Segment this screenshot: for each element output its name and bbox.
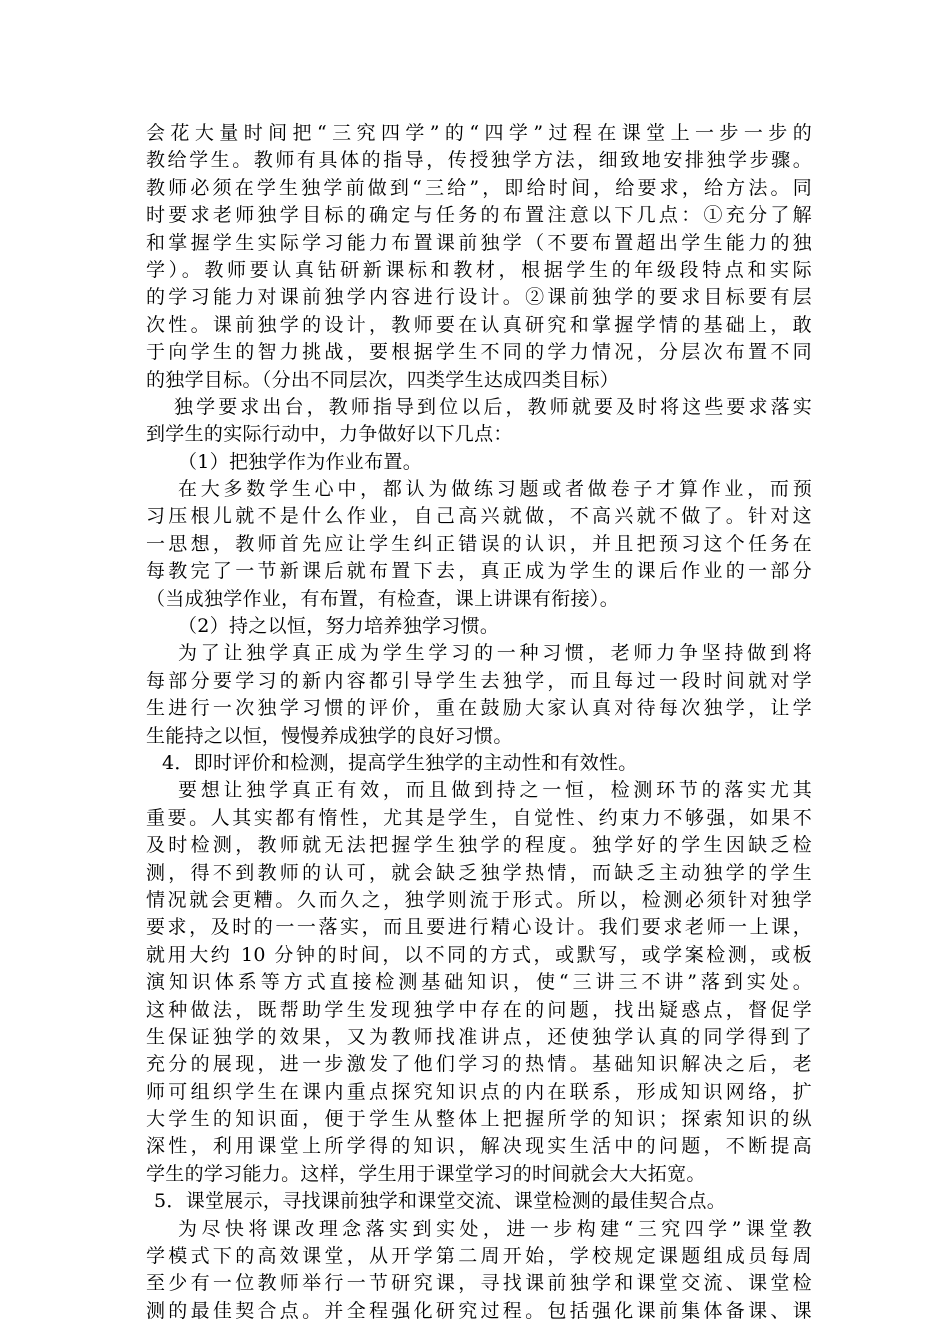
text-line: 至少有一位教师举行一节研究课，寻找课前独学和课堂交流、课堂检: [146, 1272, 812, 1295]
text-line: 生能持之以恒，慢慢养成独学的良好习惯。: [146, 724, 513, 747]
text-line: 每教完了一节新课后就布置下去，真正成为学生的课后作业的一部分: [146, 560, 812, 583]
text-line: 大学生的知识面，便于学生从整体上把握所学的知识；探索知识的纵: [146, 1108, 812, 1131]
text-line: 独学要求出台，教师指导到位以后，教师就要及时将这些要求落实: [174, 395, 812, 418]
text-line: 的学习能力对课前独学内容进行设计。②课前独学的要求目标要有层: [146, 286, 812, 309]
text-line: 演知识体系等方式直接检测基础知识，使“三讲三不讲”落到实处。: [146, 971, 812, 994]
text-line: 学生的学习能力。这样，学生用于课堂学习的时间就会大大拓宽。: [146, 1162, 706, 1185]
text-line: 在大多数学生心中，都认为做练习题或者做卷子才算作业，而预: [178, 478, 812, 501]
text-line: 次性。课前独学的设计，教师要在认真研究和掌握学情的基础上，敢: [146, 313, 812, 336]
text-line: 测，得不到教师的认可，就会缺乏独学热情，而缺乏主动独学的学生: [146, 861, 812, 884]
text-line: 5．课堂展示，寻找课前独学和课堂交流、课堂检测的最佳契合点。: [154, 1190, 727, 1213]
text-line: 学模式下的高效课堂，从开学第二周开始，学校规定课题组成员每周: [146, 1245, 812, 1268]
text-line: 4．即时评价和检测，提高学生独学的主动性和有效性。: [162, 751, 638, 774]
text-line: 深性，利用课堂上所学得的知识，解决现实生活中的问题，不断提高: [146, 1135, 812, 1158]
text-line: 要想让独学真正有效，而且做到持之一恒，检测环节的落实尤其: [178, 779, 812, 802]
text-line: 一思想，教师首先应让学生纠正错误的认识，并且把预习这个任务在: [146, 532, 812, 555]
text-line: 这种做法，既帮助学生发现独学中存在的问题，找出疑惑点，督促学: [146, 998, 812, 1021]
text-line: 就用大约 10 分钟的时间，以不同的方式，或默写，或学案检测，或板: [146, 943, 812, 966]
text-line: 生保证独学的效果，又为教师找准讲点，还使独学认真的同学得到了: [146, 1025, 812, 1048]
text-line: 和掌握学生实际学习能力布置课前独学（不要布置超出学生能力的独: [146, 231, 812, 254]
text-line: 重要。人其实都有惰性，尤其是学生，自觉性、约束力不够强，如果不: [146, 806, 812, 829]
text-line: 要求，及时的一一落实，而且要进行精心设计。我们要求老师一上课，: [146, 916, 812, 939]
text-line: 师可组织学生在课内重点探究知识点的内在联系，形成知识网络，扩: [146, 1080, 812, 1103]
text-line: 测的最佳契合点。并全程强化研究过程。包括强化课前集体备课、课: [146, 1299, 812, 1322]
text-line: 充分的展现，进一步激发了他们学习的热情。基础知识解决之后，老: [146, 1053, 812, 1076]
text-line: 习压根儿就不是什么作业，自己高兴就做，不高兴就不做了。针对这: [146, 505, 812, 528]
text-line: 为尽快将课改理念落实到实处，进一步构建“三究四学”课堂教: [178, 1217, 812, 1240]
text-line: 教给学生。教师有具体的指导，传授独学方法，细致地安排独学步骤。: [146, 149, 812, 172]
text-line: 为了让独学真正成为学生学习的一种习惯，老师力争坚持做到将: [178, 642, 812, 665]
text-line: 时要求老师独学目标的确定与任务的布置注意以下几点：①充分了解: [146, 204, 812, 227]
text-line: 到学生的实际行动中，力争做好以下几点：: [146, 423, 513, 446]
text-line: （1）把独学作为作业布置。: [178, 450, 422, 473]
text-line: 的独学目标。（分出不同层次，四类学生达成四类目标）: [146, 368, 620, 391]
text-line: 情况就会更糟。久而久之，独学则流于形式。所以，检测必须针对独学: [146, 888, 812, 911]
text-line: 生进行一次独学习惯的评价，重在鼓励大家认真对待每次独学，让学: [146, 697, 812, 720]
text-line: （当成独学作业，有布置，有检查，课上讲课有衔接）。: [146, 587, 620, 610]
text-line: 及时检测，教师就无法把握学生独学的程度。独学好的学生因缺乏检: [146, 834, 812, 857]
text-line: 于向学生的智力挑战，要根据学生不同的学力情况，分层次布置不同: [146, 341, 812, 364]
text-line: 教师必须在学生独学前做到“三给”，即给时间，给要求，给方法。同: [146, 176, 812, 199]
text-line: 每部分要学习的新内容都引导学生去独学，而且每过一段时间就对学: [146, 669, 812, 692]
text-line: 学）。教师要认真钻研新课标和教材，根据学生的年级段特点和实际: [146, 258, 812, 281]
body-text: [146, 120, 812, 1325]
text-line: 会花大量时间把“三究四学”的“四学”过程在课堂上一步一步的: [146, 122, 812, 144]
text-line: （2）持之以恒，努力培养独学习惯。: [178, 615, 500, 638]
